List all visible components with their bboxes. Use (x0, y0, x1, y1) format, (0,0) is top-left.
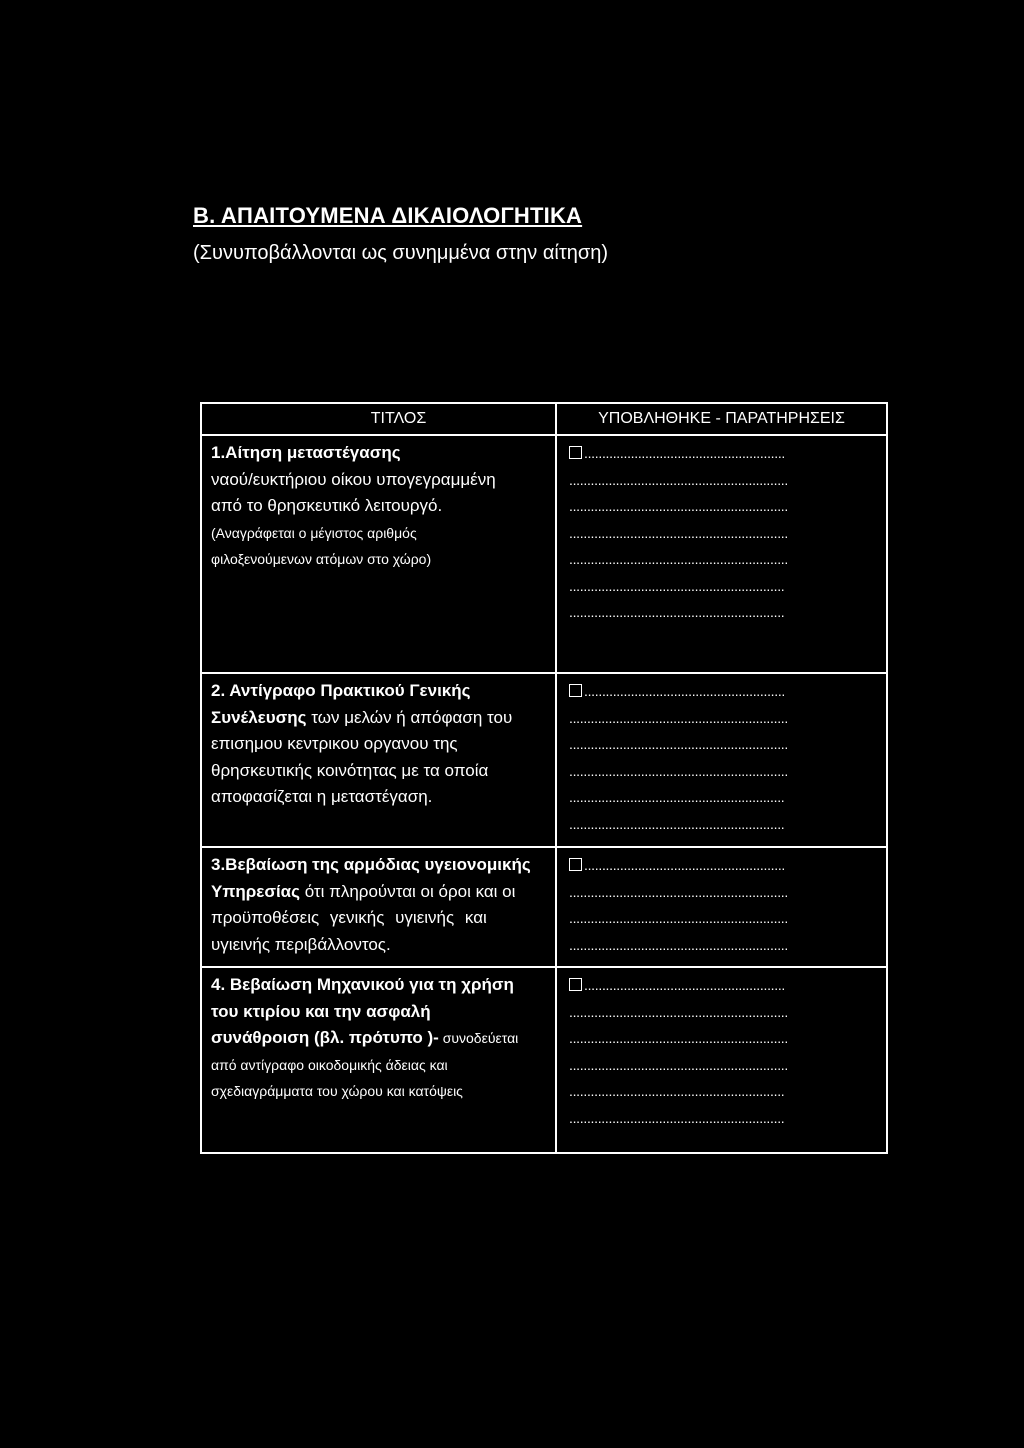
line-text: των μελών ή απόφαση του (306, 707, 513, 727)
line-bold: 3.Βεβαίωση της αρμόδιας υγειονομικής (211, 855, 531, 874)
line-text: ναού/ευκτήριου οίκου υπογεγραμμένη (211, 469, 496, 489)
document-title-cell (202, 436, 557, 672)
remark-dots: ............................................................ (569, 577, 785, 594)
line-bold: του κτιρίου και την ασφαλή (211, 1001, 431, 1021)
table-row (200, 968, 888, 1154)
line-bold: 4. Βεβαίωση Μηχανικού για τη χρήση (211, 975, 514, 994)
remark-dots: ............................................................. (569, 471, 788, 488)
submitted-checkbox[interactable] (569, 978, 582, 991)
remark-dots: ............................................................. (569, 1056, 788, 1073)
line-text: συνοδεύεται (438, 1030, 519, 1046)
line-bold: 2. Αντίγραφο Πρακτικού Γενικής (211, 681, 471, 700)
line-text: υγιεινής περιβάλλοντος. (211, 934, 391, 954)
section-heading: Β. ΑΠΑΙΤΟΥΜΕΝΑ ΔΙΚΑΙΟΛΟΓΗΤΙΚΑ (193, 203, 583, 228)
document-title-cell (202, 968, 557, 1152)
line-text: επισημου κεντρικου οργανου της (211, 734, 458, 753)
submitted-checkbox[interactable] (569, 684, 582, 697)
remark-dots: ........................................................ (584, 683, 786, 699)
line-text: από το θρησκευτικό λειτουργό. (211, 496, 443, 515)
remark-dots: ............................................................ (569, 1083, 785, 1099)
line-bold: 1.Αίτηση μεταστέγασης (211, 443, 401, 462)
line-text: από αντίγραφο οικοδομικής άδειας και (211, 1056, 448, 1073)
remark-dots: ............................................................. (569, 1003, 788, 1020)
remark-dots: ............................................................. (569, 883, 788, 900)
remark-dots: ............................................................ (569, 604, 785, 620)
table-header (200, 402, 888, 436)
line-text: προϋποθέσεις γενικής υγιεινής και (211, 908, 487, 927)
submitted-checkbox[interactable] (569, 446, 582, 459)
remark-dots: ........................................................ (584, 977, 786, 993)
remark-dots: ........................................................ (584, 857, 786, 873)
remark-dots: ............................................................. (569, 498, 788, 514)
remark-dots: ............................................................ (569, 1109, 785, 1126)
remark-dots: ............................................................. (569, 524, 788, 541)
remark-dots: ............................................................. (569, 736, 788, 752)
line-text: σχεδιαγράμματα του χώρου και κατόψεις (211, 1083, 463, 1099)
submitted-checkbox[interactable] (569, 858, 582, 871)
table-row (200, 848, 888, 968)
line-bold: Υπηρεσίας (211, 881, 300, 901)
document-title-cell (202, 848, 557, 966)
remark-dots: ............................................................. (569, 1030, 788, 1046)
remarks-cell[interactable] (557, 968, 886, 1152)
documents-table (200, 402, 888, 1154)
document-title-cell (202, 674, 557, 846)
column-header-remarks: ΥΠΟΒΛΗΘΗΚΕ - ΠΑΡΑΤΗΡΗΣΕΙΣ (598, 410, 845, 427)
table-row (200, 436, 888, 674)
table-row (200, 674, 888, 848)
remark-dots: ............................................................ (569, 789, 785, 805)
line-text: ότι πληρούνται οι όροι και οι (299, 881, 516, 901)
column-header-title: ΤΙΤΛΟΣ (202, 404, 557, 434)
line-text: φιλοξενούμενων ατόμων στο χώρο) (211, 551, 432, 567)
remark-dots: ............................................................. (569, 910, 788, 926)
line-bold: Συνέλευσης (211, 707, 307, 727)
remarks-cell[interactable] (557, 848, 886, 966)
section-subheading: (Συνυποβάλλονται ως συνημμένα στην αίτηση) (193, 242, 608, 264)
remark-dots: ........................................................ (584, 445, 786, 461)
remark-dots: ............................................................. (569, 709, 788, 726)
remarks-cell[interactable] (557, 674, 886, 846)
line-text: (Αναγράφεται ο μέγιστος αριθμός (211, 524, 417, 541)
remark-dots: ............................................................. (569, 936, 788, 953)
remark-dots: ............................................................. (569, 551, 788, 567)
remarks-cell[interactable] (557, 436, 886, 672)
line-text: θρησκευτικής κοινότητας με τα οποία (211, 760, 489, 780)
remark-dots: ............................................................. (569, 762, 788, 779)
line-text: αποφασίζεται η μεταστέγαση. (211, 787, 433, 806)
remark-dots: ............................................................ (569, 815, 785, 832)
line-bold: συνάθροιση (βλ. πρότυπο )- (211, 1028, 439, 1047)
